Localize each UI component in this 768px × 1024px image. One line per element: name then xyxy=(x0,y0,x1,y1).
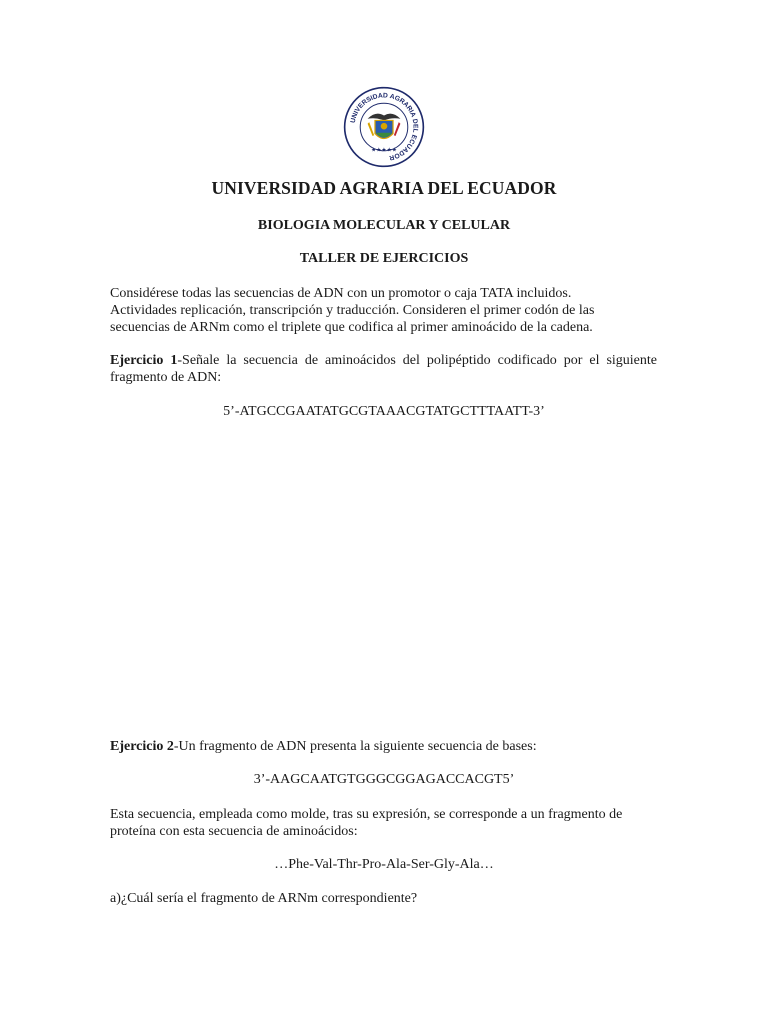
exercise-1-text: -Señale la secuencia de aminoácidos del polipéptido codificado por el siguiente fragmento de ADN: xyxy=(110,353,657,385)
exercise-2-label: Ejercicio 2 xyxy=(110,739,174,754)
university-name: UNIVERSIDAD AGRARIA DEL ECUADOR xyxy=(211,178,557,198)
exercise-2-aminoacid-sequence: …Phe-Val-Thr-Pro-Ala-Ser-Gly-Ala… xyxy=(274,857,494,872)
exercise-2-text: -Un fragmento de ADN presenta la siguiente secuencia de bases: xyxy=(173,739,537,754)
intro-paragraph xyxy=(110,285,657,336)
intro-line: Considérese todas las secuencias de ADN con un promotor o caja TATA incluidos. xyxy=(110,286,572,301)
intro-line: Actividades replicación, transcripción y traducción. Consideren el primer codón de las xyxy=(110,303,595,318)
exercise-1-statement xyxy=(110,352,657,386)
exercise-2-description: Esta secuencia, empleada como molde, tras su expresión, se corresponde a un fragmento de proteína con esta secuencia de aminoácidos: xyxy=(110,807,623,839)
exercise-2-question-a: a)¿Cuál sería el fragmento de ARNm correspondiente? xyxy=(110,891,418,906)
svg-text:UNIVERSIDAD AGRARIA DEL ECUADO: UNIVERSIDAD AGRARIA DEL ECUADOR xyxy=(349,92,419,162)
course-title: BIOLOGIA MOLECULAR Y CELULAR xyxy=(257,218,511,233)
exercise-2-statement xyxy=(110,738,657,755)
exercise-1-label: Ejercicio 1 xyxy=(110,353,178,368)
exercise-1-sequence: 5’-ATGCCGAATATGCGTAAACGTATGCTTTAATT-3’ xyxy=(223,404,545,419)
exercise-2-sequence: 3’-AAGCAATGTGGGCGGAGACCACGT5’ xyxy=(253,772,515,787)
university-seal-logo xyxy=(343,86,425,168)
svg-text:★★★★★: ★★★★★ xyxy=(371,147,397,154)
intro-line: secuencias de ARNm como el triplete que codifica al primer aminoácido de la cadena. xyxy=(110,320,593,335)
workshop-title: TALLER DE EJERCICIOS xyxy=(299,251,469,266)
